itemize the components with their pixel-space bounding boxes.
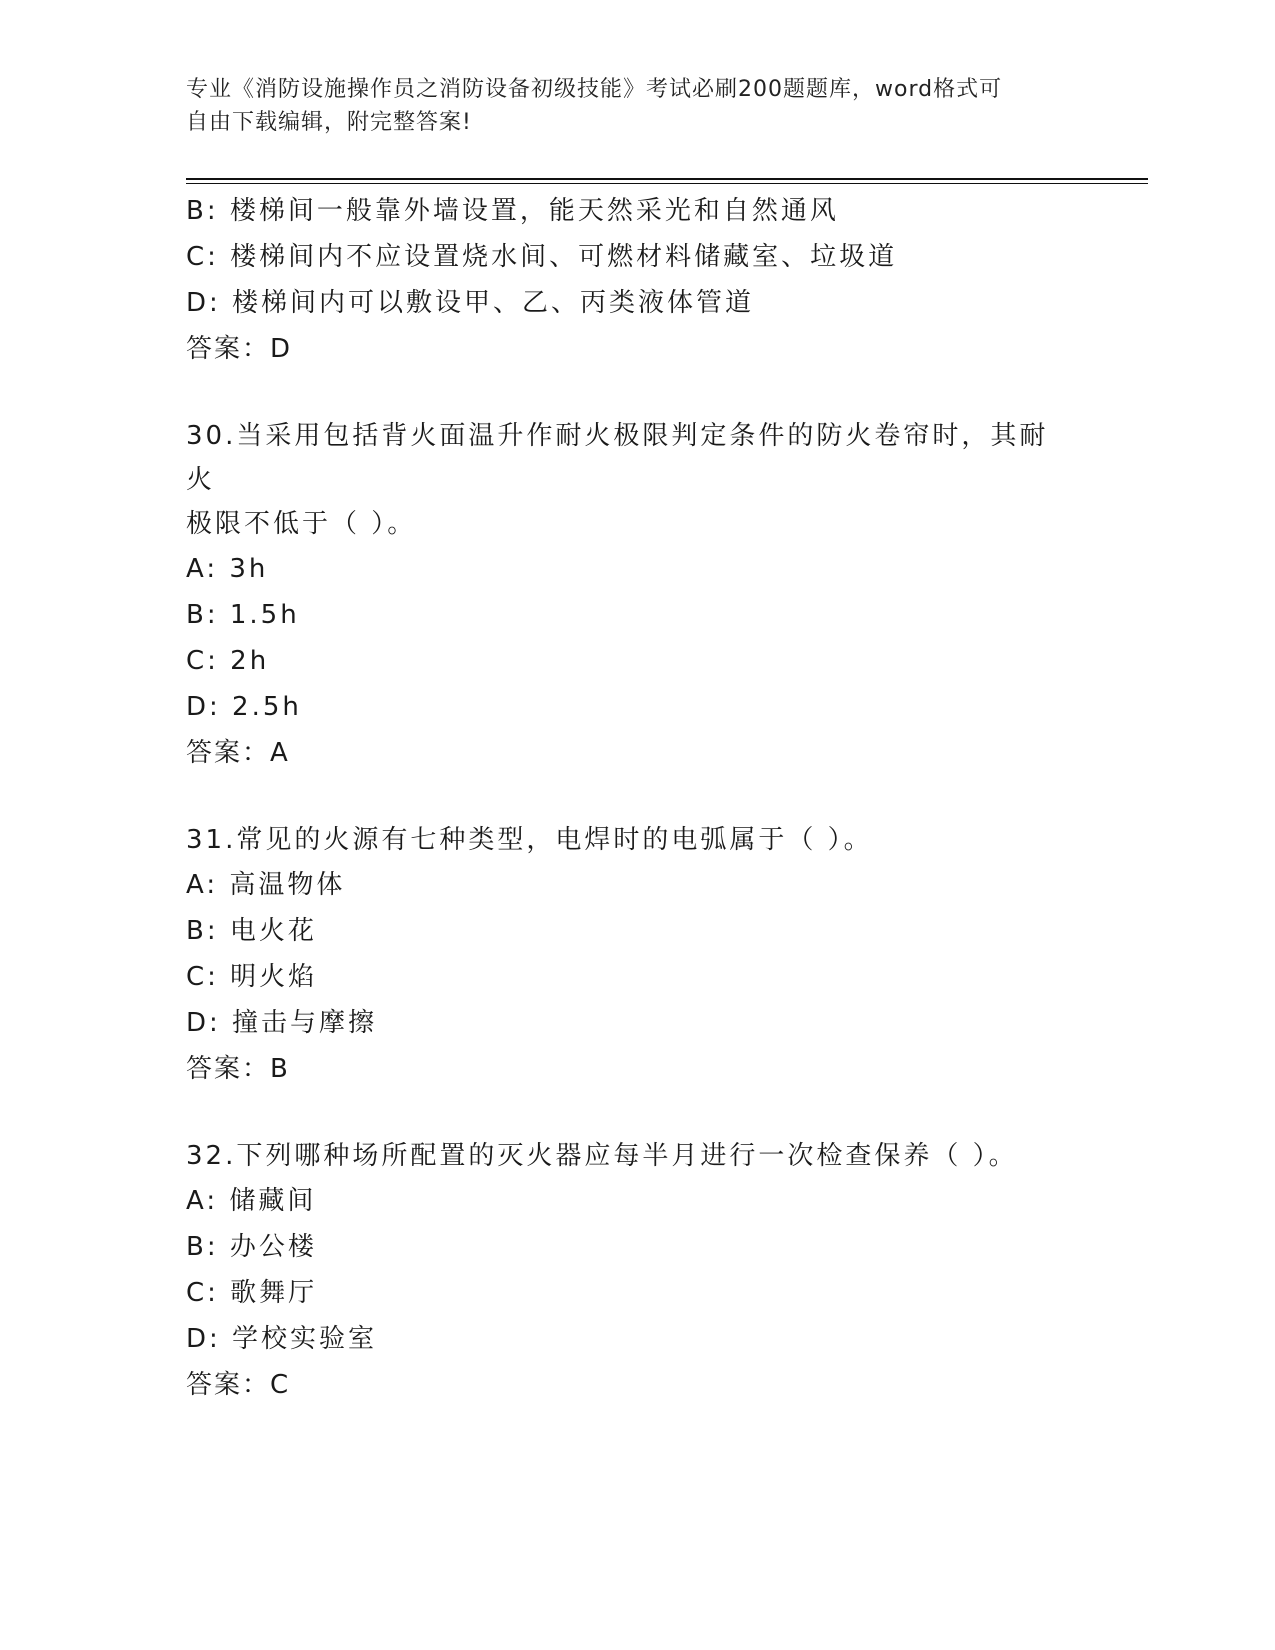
option-c: C: 2h bbox=[186, 646, 270, 676]
option-a: A: 3h bbox=[186, 554, 269, 584]
answer: 答案：C bbox=[186, 1370, 291, 1400]
option-b: B: 办公楼 bbox=[186, 1232, 317, 1262]
option-d: D: 学校实验室 bbox=[186, 1324, 378, 1354]
header-line-2: 自由下载编辑，附完整答案! bbox=[186, 110, 472, 135]
option-d: D: 楼梯间内可以敷设甲、乙、丙类液体管道 bbox=[186, 288, 755, 318]
option-b: B: 电火花 bbox=[186, 916, 317, 946]
header-rule-thick bbox=[186, 178, 1148, 180]
question-30 bbox=[186, 414, 1086, 776]
question-32 bbox=[186, 1134, 1086, 1408]
header-line-1: 专业《消防设施操作员之消防设备初级技能》考试必刷200题题库，word格式可 bbox=[186, 77, 1003, 102]
question-stem: 32.下列哪种场所配置的灭火器应每半月进行一次检查保养（ ）。 bbox=[186, 1141, 1018, 1171]
option-a: A: 储藏间 bbox=[186, 1186, 317, 1216]
option-b: B: 楼梯间一般靠外墙设置，能天然采光和自然通风 bbox=[186, 196, 839, 226]
option-d: D: 撞击与摩擦 bbox=[186, 1008, 378, 1038]
option-d: D: 2.5h bbox=[186, 692, 302, 722]
answer: 答案：D bbox=[186, 334, 293, 364]
option-c: C: 楼梯间内不应设置烧水间、可燃材料储藏室、垃圾道 bbox=[186, 242, 898, 272]
option-b: B: 1.5h bbox=[186, 600, 300, 630]
question-stem: 31.常见的火源有七种类型，电焊时的电弧属于（ ）。 bbox=[186, 825, 873, 855]
option-c: C: 歌舞厅 bbox=[186, 1278, 318, 1308]
questions-content bbox=[186, 188, 1086, 1408]
question-29-tail bbox=[186, 188, 1086, 372]
question-stem-line-2: 极限不低于（ ）。 bbox=[186, 509, 417, 539]
question-31 bbox=[186, 818, 1086, 1092]
answer: 答案：B bbox=[186, 1054, 290, 1084]
document-header bbox=[186, 73, 1066, 139]
header-rule-thin bbox=[186, 183, 1148, 184]
option-c: C: 明火焰 bbox=[186, 962, 318, 992]
option-a: A: 高温物体 bbox=[186, 870, 346, 900]
question-stem-line-1: 30.当采用包括背火面温升作耐火极限判定条件的防火卷帘时，其耐火 bbox=[186, 421, 1049, 495]
answer: 答案：A bbox=[186, 738, 290, 768]
